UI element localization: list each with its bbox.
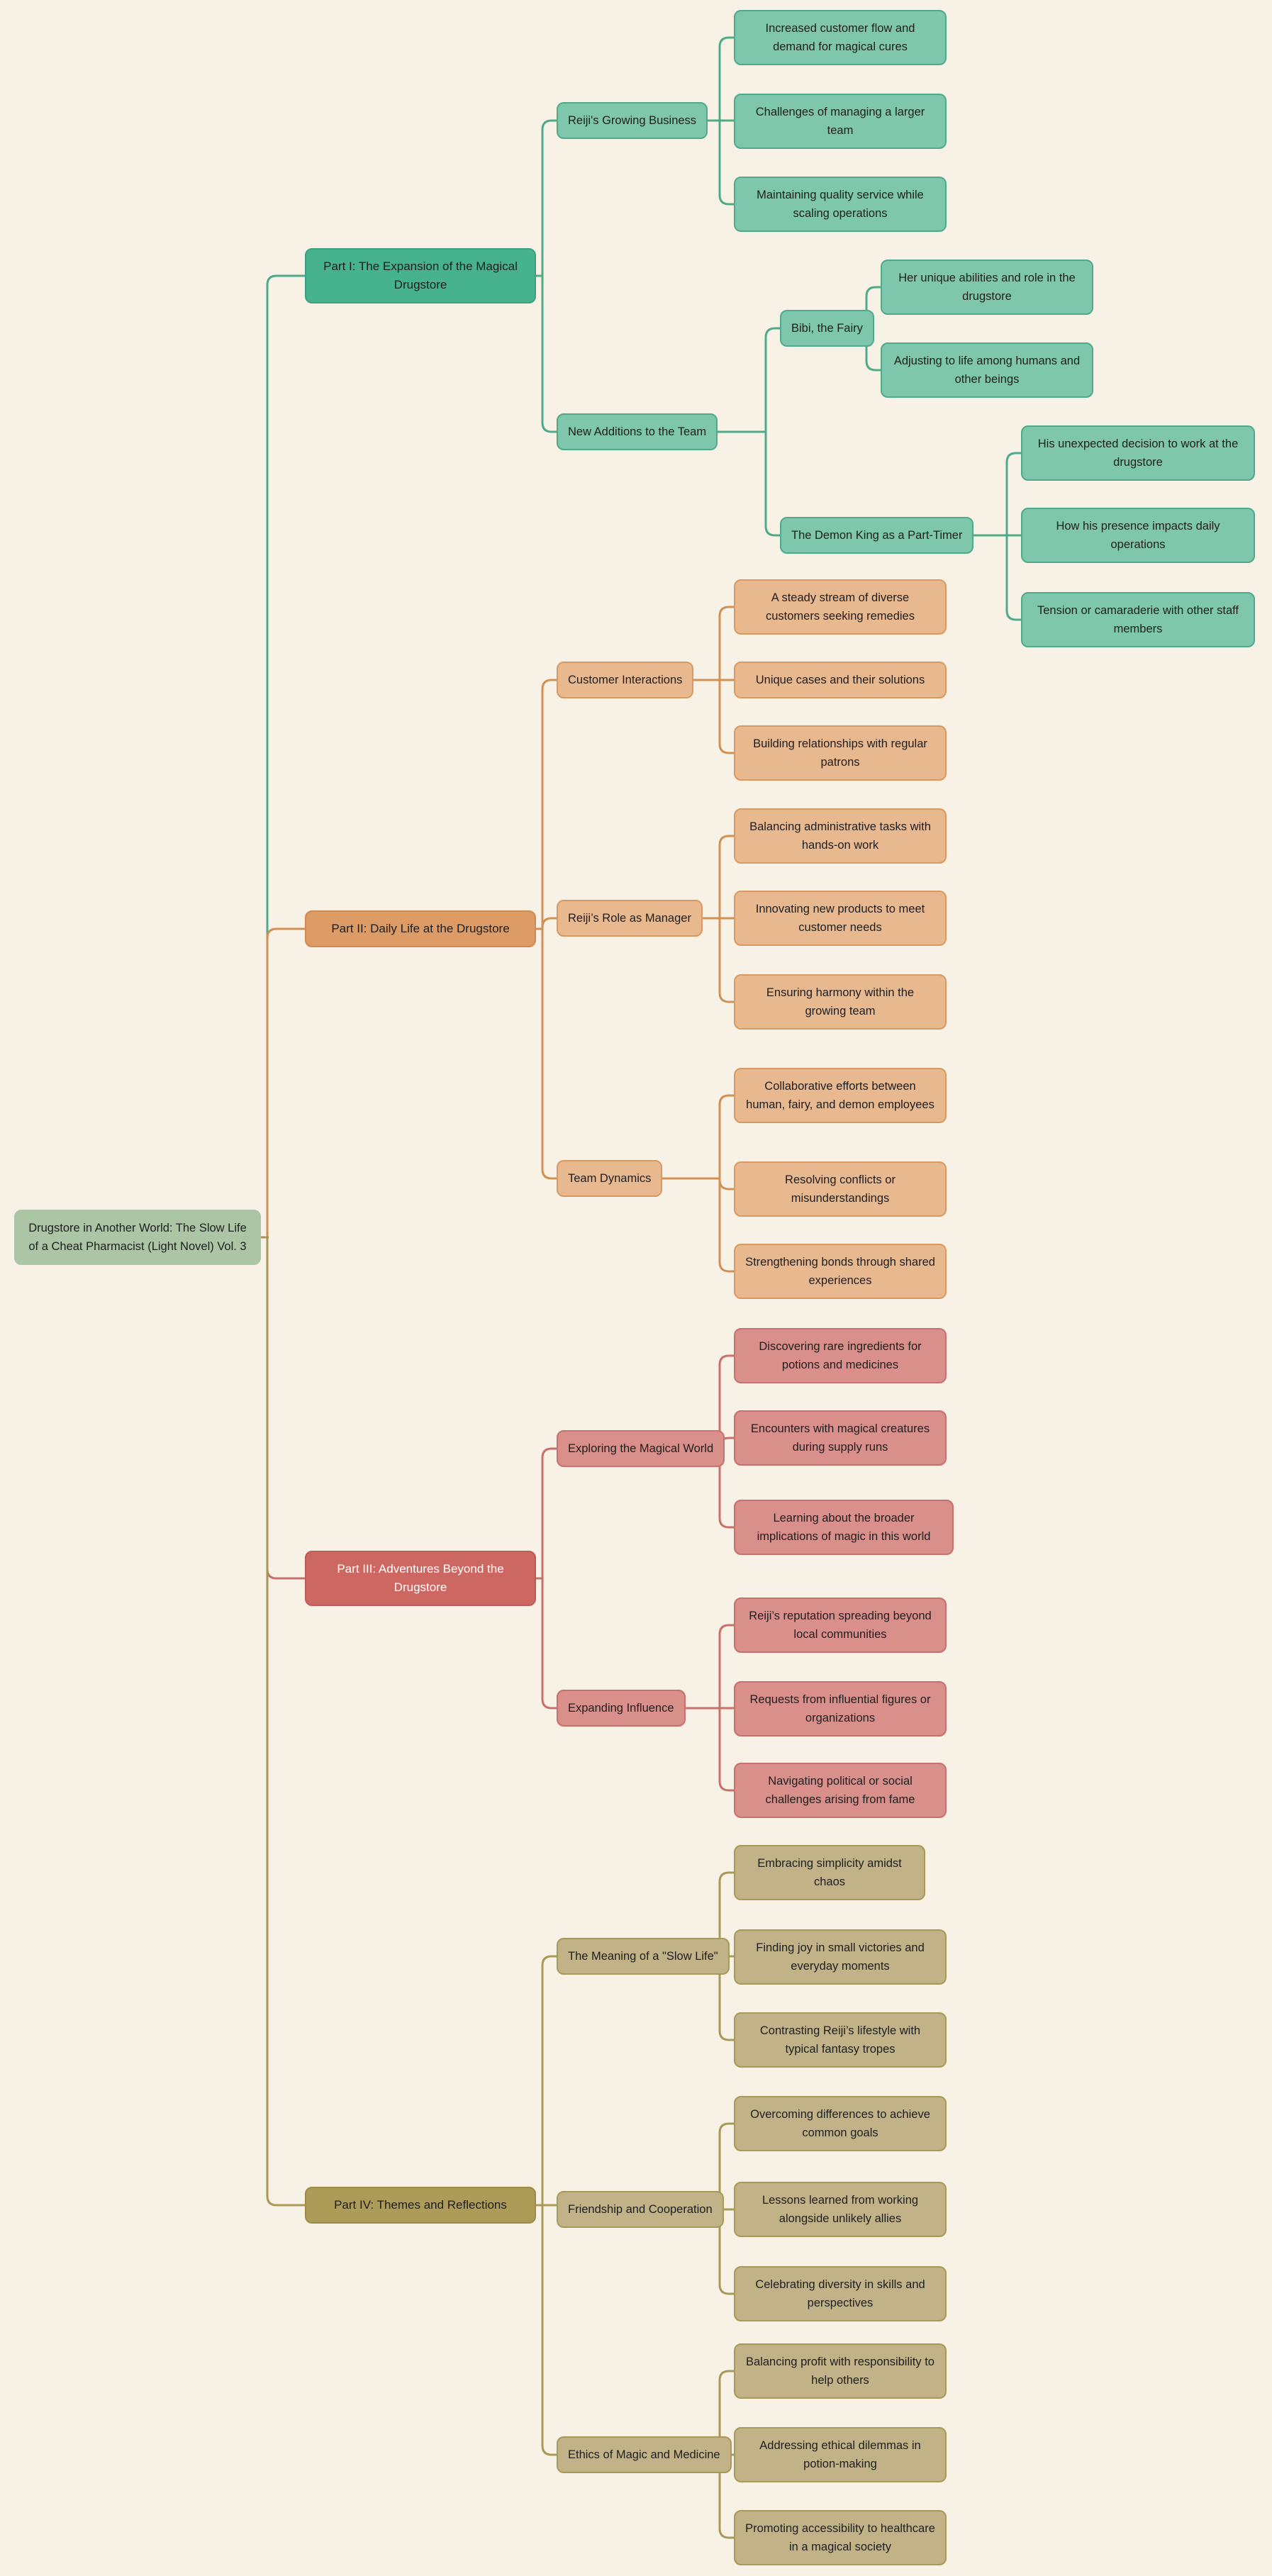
mindmap-node-exploring-world-1[interactable]: Discovering rare ingredients for potions and medicines (734, 1328, 947, 1383)
mindmap-node-demon-king-1[interactable]: His unexpected decision to work at the drugstore (1021, 425, 1255, 481)
mindmap-node-demon-king[interactable]: The Demon King as a Part-Timer (780, 517, 973, 554)
mindmap-node-friendship[interactable]: Friendship and Cooperation (557, 2191, 724, 2228)
mindmap-node-slow-life-2[interactable]: Finding joy in small victories and everyday moments (734, 1929, 947, 1985)
mindmap-node-part2[interactable]: Part II: Daily Life at the Drugstore (305, 910, 536, 947)
mindmap-node-friendship-1[interactable]: Overcoming differences to achieve common goals (734, 2096, 947, 2151)
mindmap-node-part1[interactable]: Part I: The Expansion of the Magical Drugstore (305, 248, 536, 303)
mindmap-node-team-dynamics-3[interactable]: Strengthening bonds through shared experiences (734, 1244, 947, 1299)
mindmap-node-expanding-influence-1[interactable]: Reiji’s reputation spreading beyond local communities (734, 1598, 947, 1653)
mindmap-node-ethics-1[interactable]: Balancing profit with responsibility to help others (734, 2343, 947, 2399)
mindmap-node-growing-business-1[interactable]: Increased customer flow and demand for magical cures (734, 10, 947, 65)
mindmap-node-growing-business-3[interactable]: Maintaining quality service while scaling operations (734, 177, 947, 232)
mindmap-node-bibi[interactable]: Bibi, the Fairy (780, 310, 874, 347)
mindmap-node-manager-role[interactable]: Reiji’s Role as Manager (557, 900, 703, 937)
mindmap-node-part4[interactable]: Part IV: Themes and Reflections (305, 2187, 536, 2224)
mindmap-node-team-dynamics[interactable]: Team Dynamics (557, 1160, 662, 1197)
mindmap-node-team-dynamics-1[interactable]: Collaborative efforts between human, fairy, and demon employees (734, 1068, 947, 1123)
mindmap-node-growing-business[interactable]: Reiji's Growing Business (557, 102, 708, 139)
mindmap-node-expanding-influence-2[interactable]: Requests from influential figures or organizations (734, 1681, 947, 1736)
mindmap-node-new-additions[interactable]: New Additions to the Team (557, 413, 718, 450)
mindmap-node-bibi-2[interactable]: Adjusting to life among humans and other beings (881, 342, 1093, 398)
mindmap-node-exploring-world[interactable]: Exploring the Magical World (557, 1430, 725, 1467)
mindmap-node-customer-interactions-3[interactable]: Building relationships with regular patrons (734, 725, 947, 781)
mindmap-node-demon-king-3[interactable]: Tension or camaraderie with other staff members (1021, 592, 1255, 647)
mindmap-node-demon-king-2[interactable]: How his presence impacts daily operations (1021, 508, 1255, 563)
mindmap-node-exploring-world-3[interactable]: Learning about the broader implications of magic in this world (734, 1500, 954, 1555)
mindmap-node-slow-life-1[interactable]: Embracing simplicity amidst chaos (734, 1845, 925, 1900)
mindmap-node-team-dynamics-2[interactable]: Resolving conflicts or misunderstandings (734, 1161, 947, 1217)
mindmap-node-slow-life-3[interactable]: Contrasting Reiji’s lifestyle with typical fantasy tropes (734, 2012, 947, 2068)
mindmap-node-root[interactable]: Drugstore in Another World: The Slow Life of a Cheat Pharmacist (Light Novel) Vol. 3 (14, 1210, 261, 1265)
mindmap-node-ethics-3[interactable]: Promoting accessibility to healthcare in a magical society (734, 2510, 947, 2565)
mindmap-node-manager-role-1[interactable]: Balancing administrative tasks with hands-on work (734, 808, 947, 864)
mindmap-node-expanding-influence[interactable]: Expanding Influence (557, 1690, 686, 1727)
mindmap-node-ethics-2[interactable]: Addressing ethical dilemmas in potion-making (734, 2427, 947, 2482)
mindmap-node-growing-business-2[interactable]: Challenges of managing a larger team (734, 94, 947, 149)
mindmap-node-manager-role-3[interactable]: Ensuring harmony within the growing team (734, 974, 947, 1030)
mindmap-node-friendship-3[interactable]: Celebrating diversity in skills and perspectives (734, 2266, 947, 2321)
mindmap-node-friendship-2[interactable]: Lessons learned from working alongside unlikely allies (734, 2182, 947, 2237)
mindmap-node-customer-interactions-1[interactable]: A steady stream of diverse customers seeking remedies (734, 579, 947, 635)
mindmap-node-expanding-influence-3[interactable]: Navigating political or social challenges arising from fame (734, 1763, 947, 1818)
mindmap-node-part3[interactable]: Part III: Adventures Beyond the Drugstore (305, 1551, 536, 1606)
mindmap-node-customer-interactions[interactable]: Customer Interactions (557, 662, 693, 698)
mindmap-node-manager-role-2[interactable]: Innovating new products to meet customer needs (734, 891, 947, 946)
mindmap-node-exploring-world-2[interactable]: Encounters with magical creatures during supply runs (734, 1410, 947, 1466)
mindmap-node-bibi-1[interactable]: Her unique abilities and role in the drugstore (881, 260, 1093, 315)
mindmap-node-customer-interactions-2[interactable]: Unique cases and their solutions (734, 662, 947, 698)
mindmap-node-slow-life[interactable]: The Meaning of a "Slow Life" (557, 1938, 730, 1975)
mindmap-node-ethics[interactable]: Ethics of Magic and Medicine (557, 2436, 732, 2473)
